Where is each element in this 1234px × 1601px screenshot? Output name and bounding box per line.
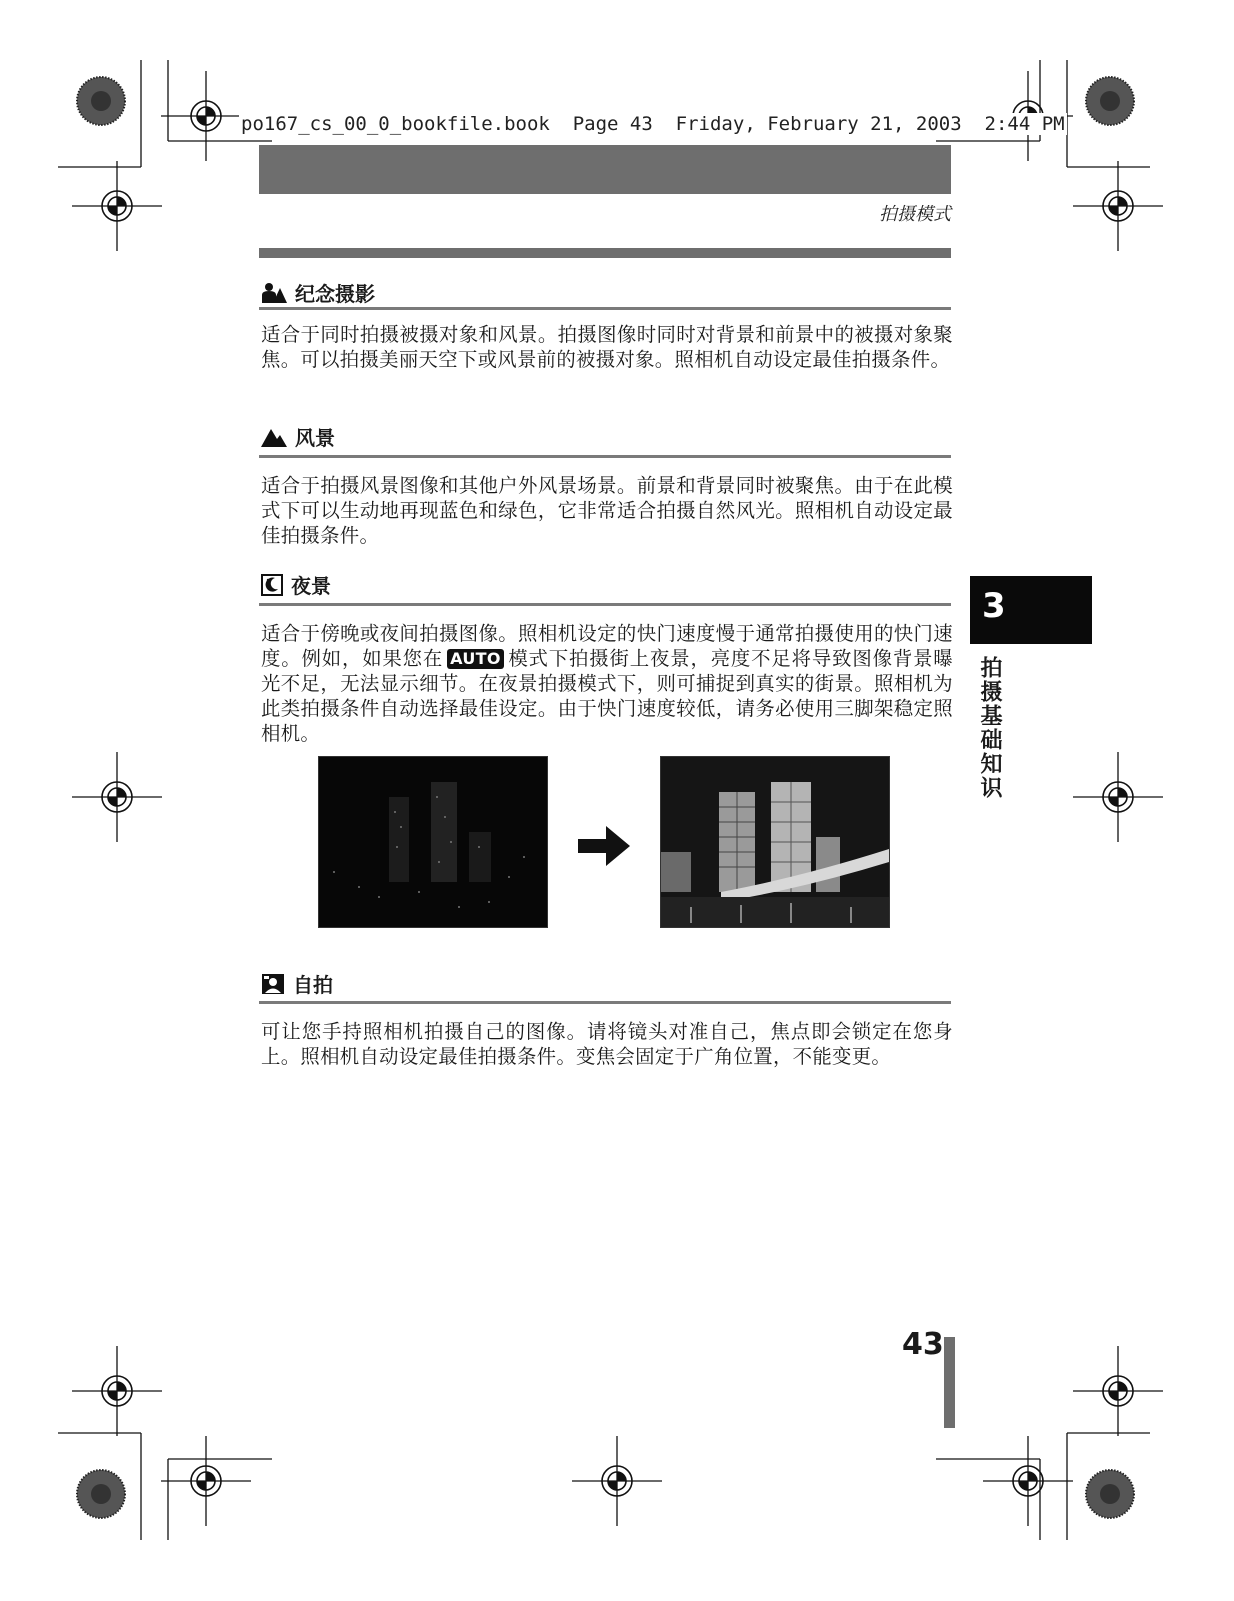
section-title-text: 风景 — [295, 426, 335, 450]
section-rule — [259, 307, 951, 310]
running-head: 拍摄模式 — [879, 204, 951, 225]
section-body-text: 适合于傍晚或夜间拍摄图像。照相机设定的快门速度慢于通常拍摄使用的快门速度。例如，如果您在 — [261, 622, 953, 670]
section-title-night-scene — [261, 570, 331, 599]
section-rule — [259, 603, 951, 606]
night-scene-icon — [261, 574, 283, 596]
arrow-right-icon — [578, 826, 630, 870]
file-info-line: po167_cs_00_0_bookfile.book Page 43 Friday, February 21, 2003 2:44 PM — [241, 113, 1065, 135]
section-rule — [259, 1001, 951, 1004]
header-band — [259, 145, 951, 194]
header-rule — [259, 248, 951, 258]
chapter-tab — [970, 576, 1092, 644]
section-body: 适合于同时拍摄被摄对象和风景。拍摄图像时同时对背景和前景中的被摄对象聚焦。可以拍摄美丽天空下或风景前的被摄对象。照相机自动设定最佳拍摄条件。 — [261, 323, 953, 371]
section-title-text: 夜景 — [291, 574, 331, 598]
chapter-title: 拍摄基础知识 — [977, 656, 1002, 800]
section-body-text: 模式下拍摄街上夜景，亮度不足将导致图像背景曝光不足，无法显示细节。在夜景拍摄模式下，则可捕捉到真实的街景。照相机为此类拍摄条件自动选择最佳设定。由于快门速度较低，请务必使用三脚架稳定照相机。 — [261, 647, 954, 745]
section-body: 适合于拍摄风景图像和其他户外风景场景。前景和背景同时被聚焦。由于在此模式下可以生动地再现蓝色和绿色，它非常适合拍摄自然风光。照相机自动设定最佳拍摄条件。 — [261, 474, 953, 547]
section-title-landscape — [261, 422, 335, 451]
chapter-number: 3 — [982, 586, 1006, 626]
self-portrait-icon — [261, 973, 285, 995]
auto-mode-icon: AUTO — [447, 649, 504, 669]
night-photo-underexposed — [318, 756, 548, 928]
section-title-text: 纪念摄影 — [295, 282, 375, 306]
section-body — [261, 621, 953, 746]
section-title-portrait-landscape — [261, 278, 375, 307]
landscape-icon — [261, 427, 287, 447]
page-number-bar — [944, 1337, 955, 1428]
night-photo-night-scene — [660, 756, 890, 928]
section-title-self-portrait — [261, 969, 333, 998]
section-body: 可让您手持照相机拍摄自己的图像。请将镜头对准自己，焦点即会锁定在您身上。照相机自动设定最佳拍摄条件。变焦会固定于广角位置，不能变更。 — [261, 1020, 953, 1068]
section-title-text: 自拍 — [293, 973, 333, 997]
portrait-landscape-icon — [261, 282, 287, 304]
page-number: 43 — [902, 1327, 944, 1362]
section-rule — [259, 455, 951, 458]
